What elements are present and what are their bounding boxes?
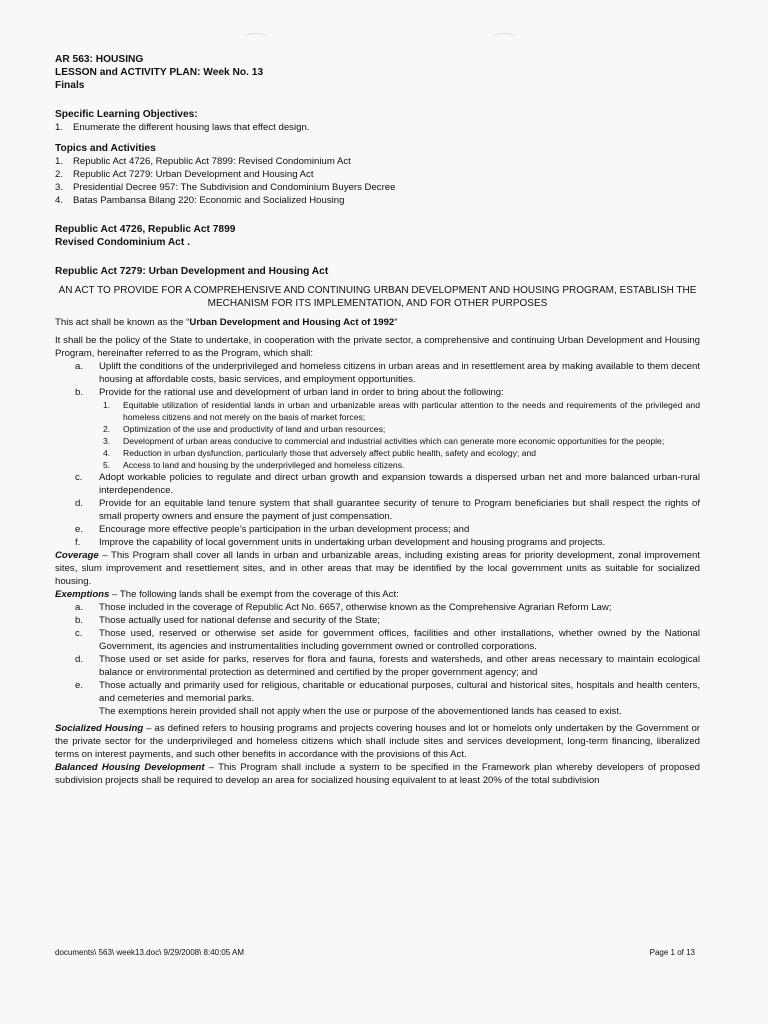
exemptions-list — [55, 601, 700, 705]
act-title: AN ACT TO PROVIDE FOR A COMPREHENSIVE AND CONTINUING URBAN DEVELOPMENT AND HOUSING PROGRAM, ESTABLISH THE MECHANISM FOR ITS IMPLEMENTATION, AND FOR OTHER PURPOSES — [58, 285, 697, 309]
document-body — [55, 53, 700, 787]
list-item: d. Those used or set aside for parks, reserves for flora and fauna, forests and watersheds, and other areas necessary to maintain ecological balance or environmental protection as determined and certified by the proper government agency; and — [75, 654, 700, 678]
socialized-housing-paragraph: Socialized Housing – as defined refers to housing programs and projects covering houses and lot or homelots only undertaken by the Government or the private sector for the underprivileged and homeless citizens which shall include sites and services development, long-term financing, liberalized terms on interest payments, and such other benefits in accordance with the provisions of this Act. — [55, 723, 700, 760]
term-title: Finals — [55, 80, 85, 91]
list-item: a. Those included in the coverage of Republic Act No. 6657, otherwise known as the Comprehensive Agrarian Reform Law; — [75, 602, 612, 613]
list-item: b. Provide for the rational use and development of urban land in order to bring about the following: 1. Equitable utilization of residential lands in urban and urbanizable areas with particular attention to the needs and requirements of the privileged and homeless citizens and not merely on the basis of market forces; 2. Optimization of the use and productivity of land and urban resources; 3. Development of urban areas conducive to commercial and industrial activities which can generate more economic opportunities for the people; 4. Reduction in urban dysfunction, particularly those that adversely affect public health, safety and ecology; and 5. Access to land and housing by the underprivileged and homeless citizens. — [75, 387, 700, 470]
ra7279-heading: Republic Act 7279: Urban Development and Housing Act — [55, 266, 329, 277]
list-item: b. Those actually used for national defense and security of the State; — [75, 615, 381, 626]
balanced-housing-paragraph: Balanced Housing Development – This Program shall include a system to be specified in the Framework plan whereby developers of proposed subdivision projects shall be required to develop an area for socialized housing equivalent to at least 20% of the total subdivision — [55, 762, 700, 786]
list-item: c. Those used, reserved or otherwise set aside for government offices, facilities and other installations, whether owned by the National Government, its agencies and instrumentalities including government owned or controlled corporations. — [75, 628, 700, 652]
topics-heading: Topics and Activities — [55, 143, 156, 154]
policy-paragraph: It shall be the policy of the State to undertake, in cooperation with the private sector, a comprehensive and continuing Urban Development and Housing Program, hereinafter referred to as the Program, which shall: — [55, 335, 700, 359]
list-item: 3. Presidential Decree 957: The Subdivision and Condominium Buyers Decree — [55, 182, 396, 193]
list-item: 1. Republic Act 4726, Republic Act 7899: Revised Condominium Act — [55, 156, 351, 167]
exemptions-note: The exemptions herein provided shall not apply when the use or purpose of the abovementioned lands has ceased to exist. — [99, 706, 622, 717]
scan-mark — [493, 33, 517, 40]
list-item: 1. Enumerate the different housing laws that effect design. — [55, 122, 310, 133]
page-number: Page 1 of 13 — [649, 948, 695, 957]
coverage-paragraph: Coverage – This Program shall cover all lands in urban and urbanizable areas, including existing areas for priority development, zonal improvement sites, slum improvement and resettlement sites, and in other areas that may be identified by the local government units as suitable for socialized housing. — [55, 550, 700, 587]
objectives-list — [55, 121, 700, 134]
list-item: 3. Development of urban areas conducive to commercial and industrial activities which can generate more economic opportunities for the people; — [103, 436, 665, 446]
list-item: 2. Optimization of the use and productivity of land and urban resources; — [103, 424, 386, 434]
program-list — [55, 360, 700, 549]
list-item: f. Improve the capability of local government units in undertaking urban development and housing programs and projects. — [75, 537, 606, 548]
program-sublist — [99, 399, 700, 471]
scan-mark — [243, 33, 267, 40]
exemptions-paragraph: Exemptions – The following lands shall be exempt from the coverage of this Act: — [55, 589, 399, 600]
ra4726-subheading: Revised Condominium Act . — [55, 237, 190, 248]
ra4726-heading: Republic Act 4726, Republic Act 7899 — [55, 224, 236, 235]
list-item: 1. Equitable utilization of residential lands in urban and urbanizable areas with particular attention to the needs and requirements of the privileged and homeless citizens and not merely on the basis of market forces; — [103, 400, 700, 422]
topics-list — [55, 155, 700, 207]
course-title: AR 563: HOUSING — [55, 54, 144, 65]
list-item: e. Encourage more effective people’s participation in the urban development process; and — [75, 524, 470, 535]
objectives-heading: Specific Learning Objectives: — [55, 109, 198, 120]
list-item: 5. Access to land and housing by the underprivileged and homeless citizens. — [103, 460, 405, 470]
list-item: c. Adopt workable policies to regulate and direct urban growth and expansion towards a dispersed urban net and more balanced urban-rural interdependence. — [75, 472, 700, 496]
plan-title: LESSON and ACTIVITY PLAN: Week No. 13 — [55, 67, 264, 78]
list-item: 2. Republic Act 7279: Urban Development and Housing Act — [55, 169, 314, 180]
act-known-as: This act shall be known as the “Urban Development and Housing Act of 1992” — [55, 317, 398, 328]
list-item: a. Uplift the conditions of the underprivileged and homeless citizens in urban areas and in resettlement area by making available to them decent housing at affordable costs, basic services, and employment opportunities. — [75, 361, 700, 385]
footer-path: documents\ 563\ week13.doc\ 9/29/2008\ 8:40:05 AM — [55, 948, 245, 957]
list-item: 4. Reduction in urban dysfunction, particularly those that adversely affect public health, safety and ecology; and — [103, 448, 537, 458]
list-item: e. Those actually and primarily used for religious, charitable or educational purposes, cultural and historical sites, hospitals and health centers, and cemeteries and memorial parks. — [75, 680, 700, 704]
list-item: d. Provide for an equitable land tenure system that shall guarantee security of tenure to Program beneficiaries but shall respect the rights of small property owners and ensure the payment of just compensation. — [75, 498, 700, 522]
list-item: 4. Batas Pambansa Bilang 220: Economic and Socialized Housing — [55, 195, 345, 206]
